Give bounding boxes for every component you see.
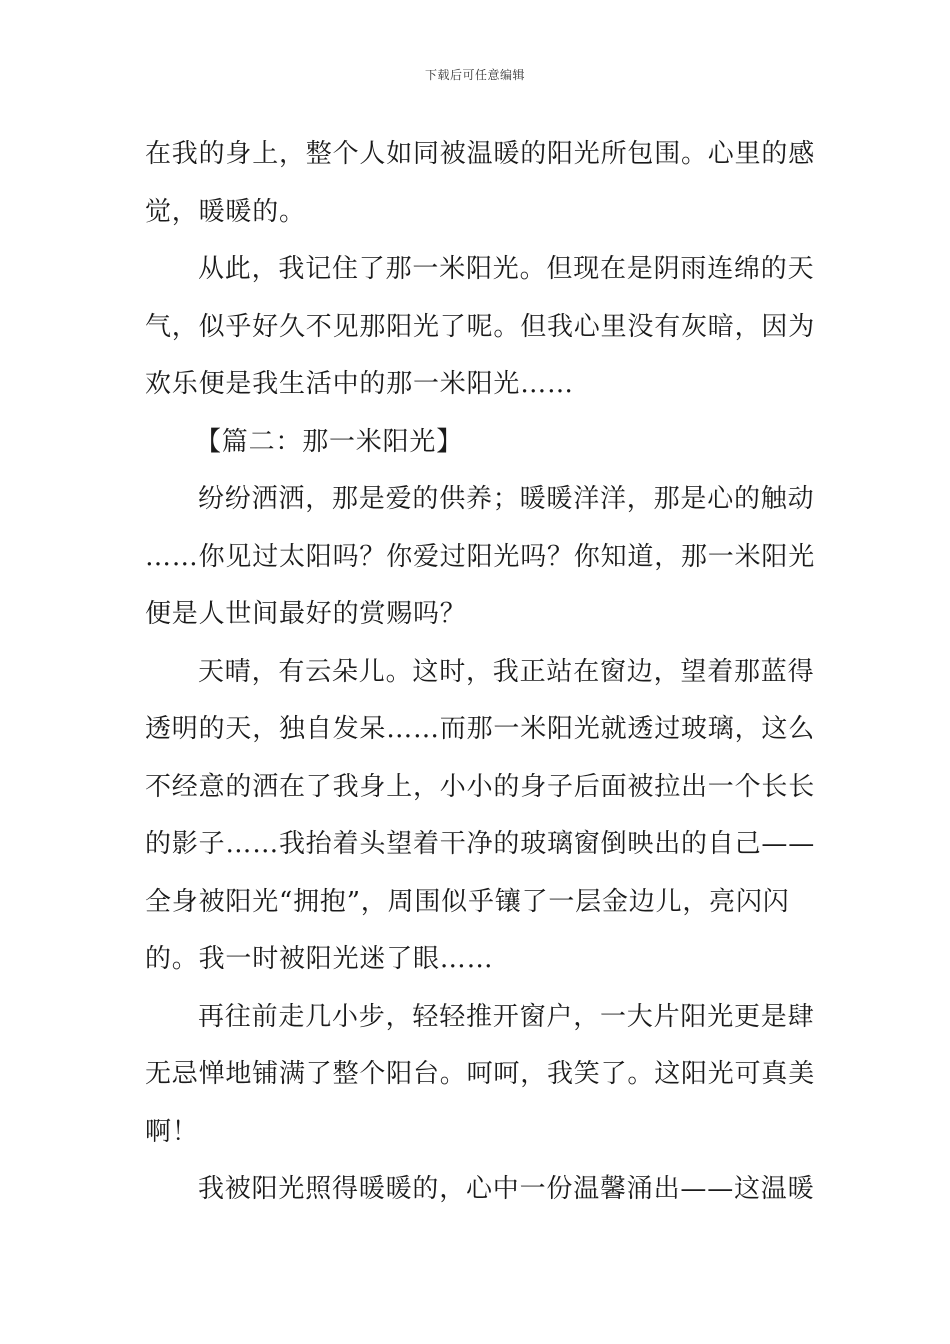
text-line: 便是人世间最好的赏赐吗？ — [145, 599, 467, 629]
page-header: 下载后可任意编辑 — [424, 68, 525, 82]
text-line: ……你见过太阳吗？你爱过阳光吗？你知道，那一米阳光 — [145, 541, 816, 572]
text-line: 无忌惮地铺满了整个阳台。呵呵，我笑了。这阳光可真美 — [145, 1059, 816, 1089]
section-heading: 【篇二：那一米阳光】 — [195, 426, 464, 457]
text-line: 全身被阳光“拥抱”，周围似乎镶了一层金边儿，亮闪闪 — [145, 886, 790, 917]
text-line: 气，似乎好久不见那阳光了呢。但我心里没有灰暗，因为 — [145, 311, 816, 342]
text-line: 不经意的洒在了我身上，小小的身子后面被拉出一个长长 — [145, 771, 816, 802]
text-line: 在我的身上，整个人如同被温暖的阳光所包围。心里的感 — [145, 139, 816, 169]
text-line: 欢乐便是我生活中的那一米阳光…… — [145, 369, 574, 399]
text-line: 透明的天，独自发呆……而那一米阳光就透过玻璃，这么 — [145, 714, 816, 744]
text-line: 啊！ — [145, 1116, 199, 1147]
paragraph-start: 天晴，有云朵儿。这时，我正站在窗边，望着那蓝得 — [198, 656, 815, 687]
paragraph-start: 再往前走几小步，轻轻推开窗户，一大片阳光更是肆 — [198, 1001, 815, 1032]
paragraph-start: 从此，我记住了那一米阳光。但现在是阴雨连绵的天 — [198, 254, 815, 284]
text-line: 觉，暖暖的。 — [145, 196, 306, 227]
paragraph-start: 纷纷洒洒，那是爱的供养；暖暖洋洋，那是心的触动 — [198, 484, 815, 514]
paragraph-start: 我被阳光照得暖暖的，心中一份温馨涌出——这温暖 — [198, 1174, 815, 1204]
text-line: 的影子……我抬着头望着干净的玻璃窗倒映出的自己—— — [145, 829, 816, 859]
document-body — [145, 126, 816, 1219]
text-line: 的。我一时被阳光迷了眼…… — [145, 944, 494, 974]
